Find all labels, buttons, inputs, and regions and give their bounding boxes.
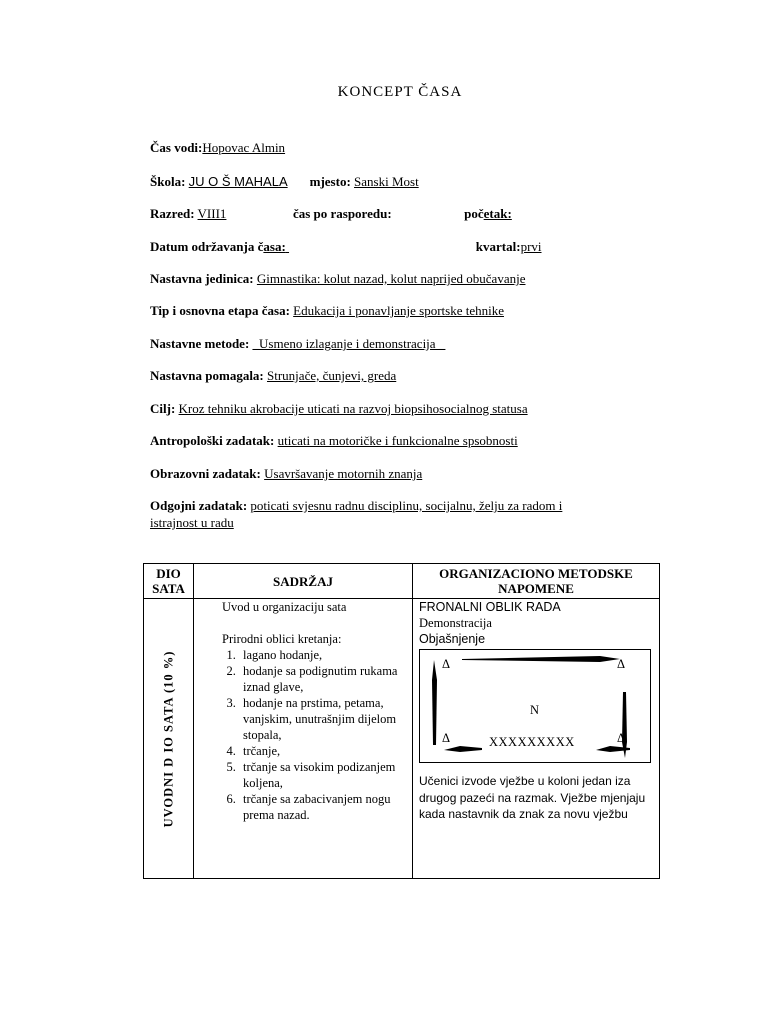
cilj-label: Cilj: [150, 401, 176, 416]
metode-label: Nastavne metode: [150, 336, 250, 351]
metode-value: _Usmeno izlaganje i demonstracija _ [252, 336, 446, 351]
students-row: XXXXXXXXX [489, 735, 575, 749]
cas-po-rasporedu-label: čas po rasporedu: [292, 206, 392, 221]
notes-cell [413, 599, 660, 879]
datum-row [150, 239, 542, 255]
odgojni-value-line1: poticati svjesnu radnu disciplinu, socijalnu, želju za radom i [250, 498, 563, 513]
cas-vodi-value: Hopovac Almin [202, 140, 286, 155]
notes-explain: Objašnjenje [419, 632, 486, 646]
section-label: UVODNI D IO SATA (10 %) [161, 650, 175, 827]
mjesto-value: Sanski Most [354, 174, 419, 189]
datum-label: Datum održavanja časa: [150, 239, 286, 254]
tip-label: Tip i osnovna etapa časa: [150, 303, 290, 318]
odgojni-label: Odgojni zadatak: [150, 498, 248, 513]
list-item: 6. trčanje sa zabacivanjem nogu prema nazad. [239, 791, 406, 823]
content-cell [194, 599, 413, 879]
odgojni-value-line2: istrajnost u radu [150, 515, 234, 530]
header-dio-sata: DIO SATA [144, 564, 194, 599]
kvartal-value: prvi [520, 239, 542, 254]
razred-value: VIII1 [197, 206, 227, 221]
arrow-left-icon [444, 746, 482, 752]
cone-icon: Δ [617, 657, 626, 671]
obrazovni-label: Obrazovni zadatak: [150, 466, 261, 481]
odgojni-row [150, 498, 562, 514]
nastavna-jedinica-row [150, 271, 525, 287]
cilj-row [150, 401, 528, 417]
nastavna-jedinica-label: Nastavna jedinica: [150, 271, 254, 286]
metode-row [150, 336, 445, 352]
list-item: 5. trčanje sa visokim podizanjem koljena, [239, 759, 406, 791]
obrazovni-value: Usavršavanje motornih znanja [264, 466, 423, 481]
notes-form: FRONALNI OBLIK RADA [419, 600, 561, 614]
tip-value: Edukacija i ponavljanje sportske tehnike [293, 303, 504, 318]
content-subtitle: Prirodni oblici kretanja: [222, 632, 342, 646]
razred-row [150, 206, 512, 222]
mjesto-label: mjesto: [309, 174, 351, 189]
pomagala-label: Nastavna pomagala: [150, 368, 264, 383]
pocetak-label: početak: [464, 206, 512, 221]
header-org-napomene: ORGANIZACIONO METODSKE NAPOMENE [413, 564, 660, 599]
lesson-plan-table [143, 563, 660, 879]
teacher-marker: N [530, 703, 540, 717]
table-row [144, 599, 660, 879]
arrow-up-icon [432, 660, 437, 745]
skola-label: Škola: [150, 174, 186, 189]
razred-label: Razred: [150, 206, 195, 221]
skola-value: JU O Š MAHALA [188, 174, 288, 189]
obrazovni-row [150, 466, 422, 482]
cilj-value: Kroz tehniku akrobacije uticati na razvoj biopsihosocialnog statusa [178, 401, 528, 416]
nastavna-jedinica-value: Gimnastika: kolut nazad, kolut naprijed obučavanje [256, 271, 526, 286]
antropoloski-value: uticati na motoričke i funkcionalne spsobnosti [277, 433, 518, 448]
tip-row [150, 303, 504, 319]
cone-icon: Δ [442, 657, 451, 671]
table-header-row [144, 564, 660, 599]
antropoloski-label: Antropološki zadatak: [150, 433, 275, 448]
arrow-right-icon [462, 656, 620, 662]
odgojni-row-2 [150, 515, 234, 531]
cas-vodi-row [150, 140, 285, 156]
kvartal-label: kvartal: [475, 239, 521, 254]
notes-paragraph: Učenici izvode vježbe u koloni jedan iza drugog pazeći na razmak. Vježbe mjenjaju kada nastavnik da znak za novu vježbu [419, 774, 646, 821]
cone-icon: Δ [442, 731, 451, 745]
page-title: KONCEPT ČASA [337, 84, 463, 100]
antropoloski-row [150, 433, 518, 449]
cas-vodi-label: Čas vodi: [150, 140, 203, 155]
list-item: 3. hodanje na prstima, petama, vanjskim, unutrašnjim dijelom stopala, [239, 695, 406, 743]
pomagala-row [150, 368, 396, 384]
pomagala-value: Strunjače, čunjevi, greda [267, 368, 397, 383]
header-sadrzaj: SADRŽAJ [194, 564, 413, 599]
skola-row [150, 174, 419, 190]
content-intro: Uvod u organizaciju sata [222, 600, 347, 614]
datum-blank [286, 239, 476, 255]
list-item: 2. hodanje sa podignutim rukama iznad glave, [239, 663, 406, 695]
list-item: 4. trčanje, [239, 743, 406, 759]
formation-diagram [419, 649, 651, 763]
cone-icon: Δ [617, 731, 626, 745]
list-item: 1. lagano hodanje, [239, 647, 406, 663]
notes-demo: Demonstracija [419, 616, 492, 630]
exercise-list [194, 647, 406, 823]
section-label-cell [144, 599, 194, 879]
